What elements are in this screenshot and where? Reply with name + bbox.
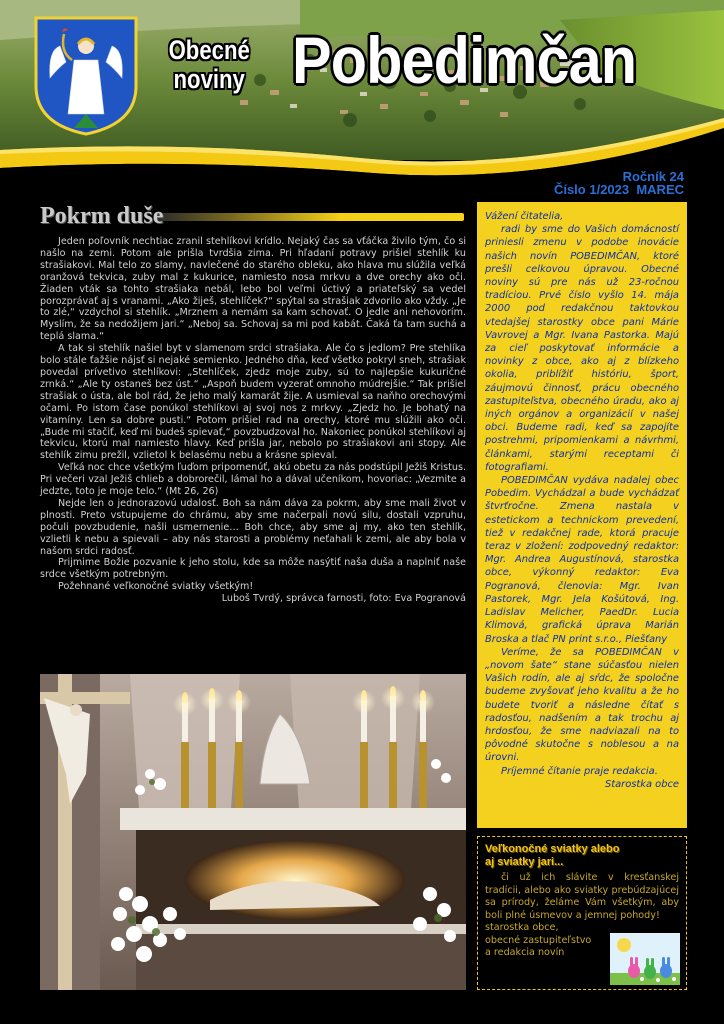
easter-signature-line: a redakcia novín bbox=[485, 947, 565, 958]
easter-signature-line: obecné zastupiteľstvo bbox=[485, 934, 592, 946]
altar-illustration bbox=[40, 674, 466, 990]
editorial-paragraph: Veríme, že sa POBEDIMČAN v „novom šate“ stane súčasťou nielen Vašich rodín, ale aj sŕdc, že spoločne budeme zvyšovať jeho kvalitu a že ho budete tvoriť a následne čítať s radosťou, nadšením a tak trochu aj hrdosťou, že sme nadviazali na to pôvodné skutočne s noblesou a na úrovni. bbox=[485, 646, 679, 764]
volume-label: Ročník 24 bbox=[622, 169, 684, 184]
article-signature: Luboš Tvrdý, správca farnosti, foto: Eva Pogranová bbox=[221, 593, 466, 605]
altar-photo bbox=[40, 674, 466, 990]
coat-of-arms-icon bbox=[34, 16, 138, 136]
article-paragraph: Prijmime Božie pozvanie k jeho stolu, kde sa môže nasýtiť naša duša a naplniť naše srdce všetkým potrebným. bbox=[40, 557, 466, 581]
easter-bunnies-icon bbox=[610, 933, 680, 985]
article-paragraph: Požehnané veľkonočné sviatky všetkým! bbox=[58, 581, 254, 593]
article-title: Pokrm duše bbox=[40, 203, 164, 229]
article-paragraph: Veľká noc chce všetkým ľuďom pripomenúť, akú obetu za nás podstúpil Ježiš Kristus. Pri večeri vzal Ježiš chlieb a dobrorečil, lámal ho a dával učeníkom, hovoriac: „Vezmite a jedzte, toto je moje telo.“ (Mt 26, 26) bbox=[40, 462, 466, 498]
masthead-title: Pobedimčan bbox=[292, 23, 637, 97]
article-paragraph: Jeden poľovník nechtiac zranil stehlíkovi krídlo. Nejaký čas sa vťáčka živilo tým, čo si našlo na zemi. Potom ale prišla tvrdšia zima. Pri hľadaní potravy prišiel stehlík ku strašiakovi. Mal telo zo slamy, navlečené do starého obleku, ako hlava mu slúžila veľká oranžová tekvica, zuby mal z kukurice, namiesto nosa mrkvu a dve orechy ako oči. Žiaden vták sa tohto strašiaka nebál, lebo bol veľmi úctivý a priateľský sa vedel porozprávať aj s vranami. „Ako žiješ, stehlíček?“ spýtal sa strašiak zdvorilo ako vždy. „Je to zlé,“ vzdychol si stehlík. „Mrznem a nemám sa kam schovať. O jedle ani nehovorím. Myslím, že sa nedožijem jari.“ „Neboj sa. Schovaj sa mi pod kabát. Čaká ťa tam suchá a teplá slama.“ bbox=[40, 236, 466, 343]
issue-info bbox=[554, 170, 684, 196]
editorial-paragraph: Príjemné čítanie praje redakcia. bbox=[501, 765, 658, 777]
article-body bbox=[40, 236, 466, 605]
editorial-paragraph: POBEDIMČAN vydáva nadalej obec Pobedim. Vychádzal a bude vychádzať štvrťročne. Zmena nastala v estetickom a technickom prevedení, tiež v redakčnej rade, ktorá pracuje teraz v zložení: zodpovedný redaktor: Mgr. Andrea Augustínová, starostka obce, výkonný redaktor: Eva Pogranová, členovia: Mgr. Ivan Pastorek, Mgr. Jela Košútová, Ing. Ladislav Melicher, PaedDr. Lucia Klimová, grafická úprava Marián Broska a tlač PN print s.r.o., Piešťany bbox=[485, 475, 679, 645]
masthead-subtitle-line-1: Obecné bbox=[168, 35, 250, 65]
masthead-subtitle bbox=[160, 36, 258, 94]
article-paragraph: Nejde len o jednorazovú udalosť. Boh sa nám dáva za pokrm, aby sme mali život v plnosti. Preto vstupujeme do chrámu, aby sme načerpali novú silu, dostali vzpruhu, počuli povzbudenie, našli usmernenie… Boh chce, aby sme aj my, ako ten stehlík, vzlietli k nebu a spievali – aby nás starosti a problémy neťahali k zemi, ale aby bola v našom srdci radosť. bbox=[40, 497, 466, 557]
easter-signature-line: starostka obce, bbox=[485, 922, 559, 933]
editorial-box bbox=[477, 202, 687, 828]
easter-signature bbox=[485, 922, 603, 960]
issue-label: Číslo 1/2023 MAREC bbox=[553, 182, 684, 197]
easter-title: Veľkonočné sviatky alebo aj sviatky jari... bbox=[485, 843, 620, 868]
editorial-paragraph: radi by sme do Vašich domácností priniesli zmenu v podobe inovácie našich novín POBEDIMČAN, ktoré prešli celkovou úpravou. Obecné noviny sú pre nás už 23-ročnou tradíciou. Prvé číslo vyšlo 14. mája 2000 pod redakčnou taktovkou vtedajšej starostky obce pani Márie Vavrovej a Mgr. Ivana Pastorka. Majú za cieľ poskytovať informácie a novinky z obce, ako aj z blízkeho okolia, priblížiť históriu, šport, záujmovú činnosť, prácu obecného zastupiteľstva, obecného úradu, ako aj iných orgánov a organizácií v našej obci. Budeme radi, keď sa zapojíte postrehmi, pripomienkami a návrhmi, článkami, starými receptami či fotografiami. bbox=[485, 224, 679, 473]
easter-text: či už ich slávite v kresťanskej tradícii, alebo ako sviatky prebúdzajúcej sa prírody, želáme Vám všetkým, aby boli plné úsmevov a jemnej pohody! bbox=[485, 872, 679, 921]
masthead-subtitle-line-2: noviny bbox=[173, 64, 245, 94]
editorial-greeting: Vážení čitatelia, bbox=[485, 211, 564, 222]
article-heading bbox=[40, 204, 464, 230]
article-paragraph: A tak si stehlík našiel byt v slamenom srdci strašiaka. Ale čo s jedlom? Pre stehlíka bolo stále ťažšie nájsť si nejaké semienko. Jedného dňa, keď všetko pokryl sneh, strašiak povedal prívetivo stehlíkovi: „Stehlíček, zjedz moje zuby, sú to najlepšie kukuričné zrnká.“ „Ale ty ostaneš bez úst.“ „Aspoň budem vyzerať omnoho múdrejšie.“ Tak prišiel strašiak o ústa, ale bol rád, že jeho malý kamarát žije. A usmieval sa naňho orechovými očami. Po istom čase ponúkol stehlíkovi aj svoj nos z mrkvy. „Zjedz ho. Je bohatý na vitamíny. Len sa dobre pusti.“ Potom prišiel rad na orechy, ktoré mu slúžili ako oči. „Bude mi stačiť, keď mi budeš spievať,“ povzbudzoval ho. Nakoniec ponúkol stehlíkovi aj tekvicu, ktorú mal namiesto hlavy. Keď prišla jar, nebolo po strašiakovi ani stopy. Ale stehlík zimu prežil, vzlietol k belasému nebu a krásne spieval. bbox=[40, 343, 466, 462]
easter-greeting-box bbox=[477, 836, 687, 990]
masthead bbox=[0, 0, 724, 197]
heading-accent-bar bbox=[156, 213, 464, 221]
editorial-signature: Starostka obce bbox=[604, 778, 679, 790]
